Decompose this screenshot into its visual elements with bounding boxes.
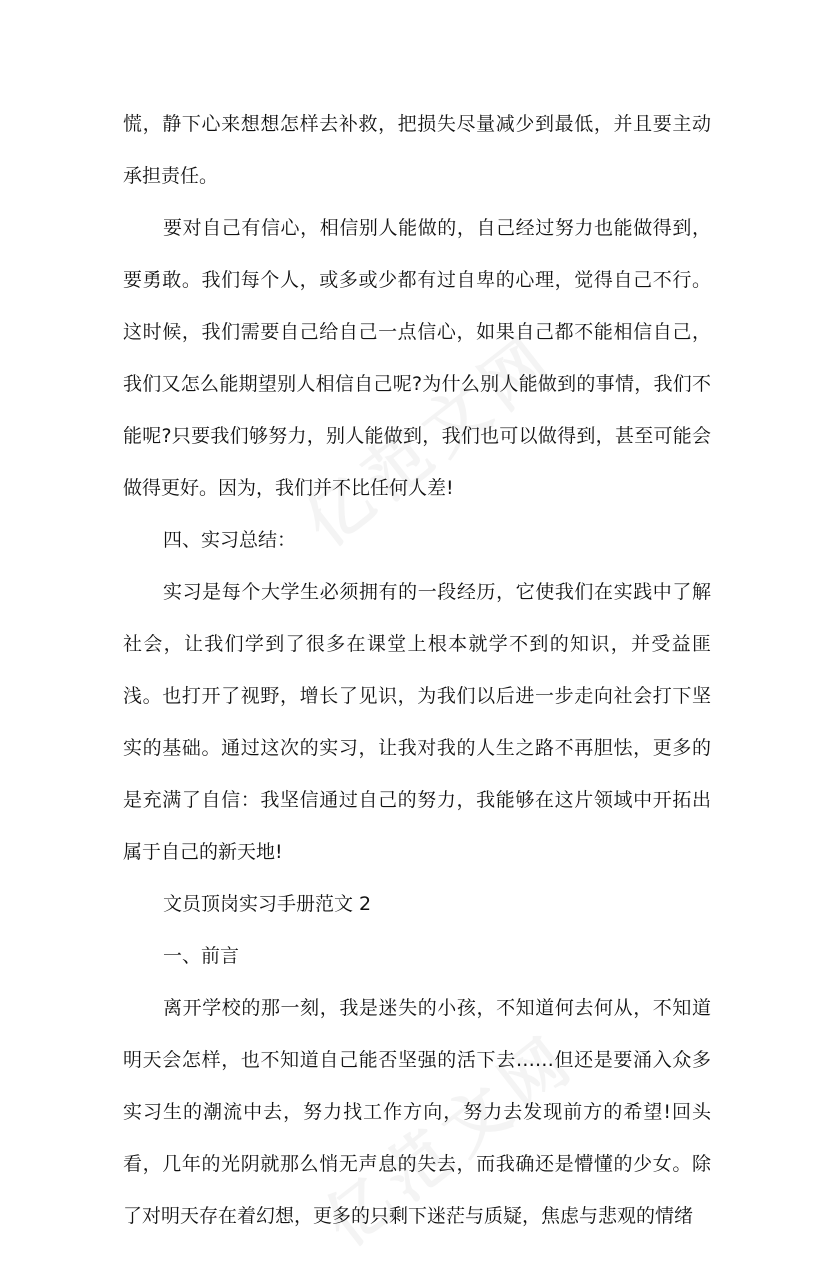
paragraph-preface: 离开学校的那一刻，我是迷失的小孩，不知道何去何从，不知道明天会怎样，也不知道自己能否坚强的活下去……但还是要涌入众多实习生的潮流中去，努力找工作方向，努力去发现前方的希望!回头看，几年的光阴就那么悄无声息的失去，而我确还是懵懂的少女。除了对明天存在着幻想，更多的只剩下迷茫与质疑，焦虑与悲观的情绪: [123, 997, 711, 1227]
paragraph-confidence: 要对自己有信心，相信别人能做的，自己经过努力也能做得到，要勇敢。我们每个人，或多或少都有过自卑的心理，觉得自己不行。这时候，我们需要自己给自己一点信心，如果自己都不能相信自己，我们又怎么能期望别人相信自己呢?为什么别人能做到的事情，我们不能呢?只要我们够努力，别人能做到，我们也可以做得到，甚至可能会做得更好。因为，我们并不比任何人差!: [123, 217, 711, 499]
document-title: 文员顶岗实习手册范文 2: [163, 893, 372, 915]
section-heading-preface: 一、前言: [163, 945, 240, 967]
paragraph-continuation: 慌，静下心来想想怎样去补救，把损失尽量减少到最低，并且要主动承担责任。: [123, 113, 711, 187]
document-body: [123, 98, 711, 1242]
section-heading-summary: 四、实习总结：: [163, 529, 297, 551]
paragraph-summary: 实习是每个大学生必须拥有的一段经历，它使我们在实践中了解社会，让我们学到了很多在课堂上根本就学不到的知识，并受益匪浅。也打开了视野，增长了见识，为我们以后进一步走向社会打下坚实的基础。通过这次的实习，让我对我的人生之路不再胆怯，更多的是充满了自信：我坚信通过自己的努力，我能够在这片领域中开拓出属于自己的新天地!: [123, 581, 711, 863]
